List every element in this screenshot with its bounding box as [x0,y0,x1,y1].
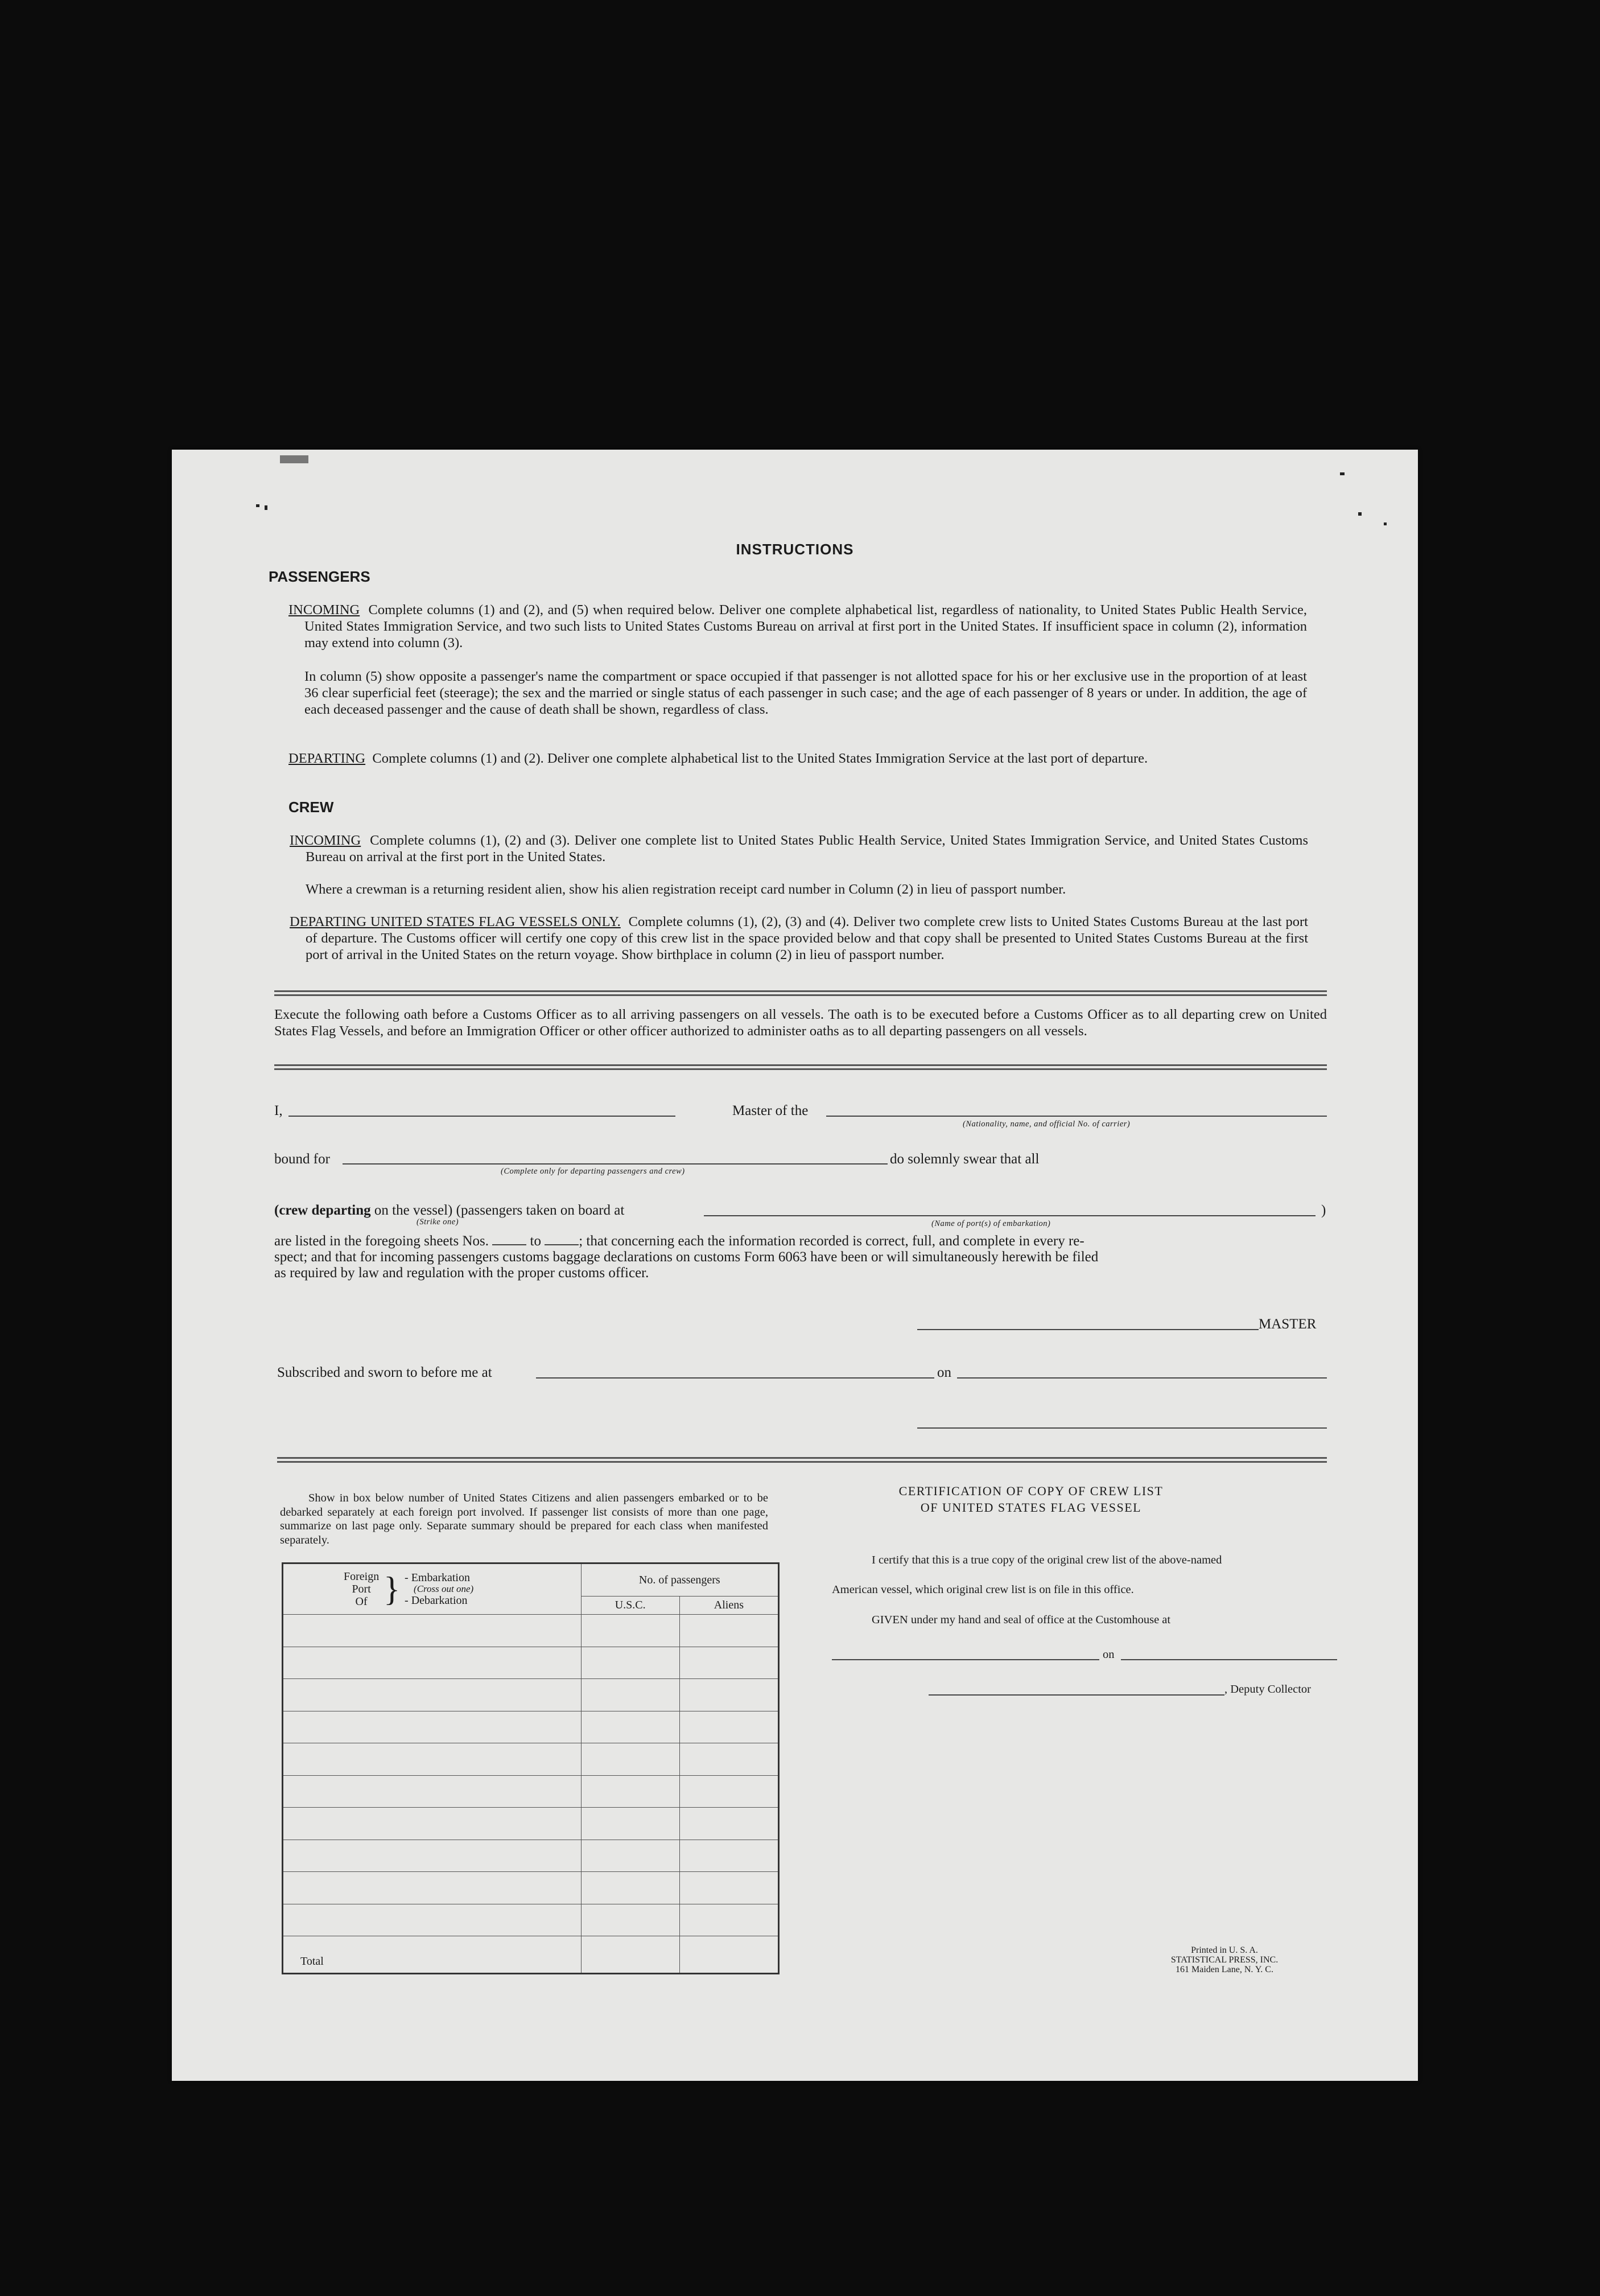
usc-cell[interactable] [581,1775,679,1808]
crew-departing-text: (crew departing [274,1203,371,1218]
sworn-on-label: on [937,1365,951,1380]
ports-field[interactable] [704,1215,1316,1216]
scan-speck [1340,472,1345,475]
passengers-heading: PASSENGERS [269,568,370,585]
crew-departing-label: DEPARTING UNITED STATES FLAG VESSELS ONLY. [290,914,621,929]
sworn-date-field[interactable] [957,1377,1327,1379]
do-solemnly-label: do solemnly swear that all [890,1151,1040,1167]
certify-line-2: American vessel, which original crew list is on file in this office. [832,1583,1134,1596]
cross-out-label: (Cross out one) [414,1583,474,1594]
summary-instructions: Show in box below number of United States Citizens and alien passengers embarked or to be debarked separately at each foreign port involved. If passenger list consists of more than one page, summarize on last page only. Separate summary should be prepared for each class when manifested separately. [280,1492,768,1546]
on-the-vessel-text: on the vessel) [374,1203,453,1218]
no-of-passengers-header: No. of passengers [581,1563,778,1596]
master-of-the-label: Master of the [732,1103,809,1118]
port-cell[interactable] [283,1904,582,1936]
scan-speck [1358,512,1362,516]
port-header-cell [283,1563,582,1615]
usc-cell[interactable] [581,1808,679,1840]
printer-imprint [1139,1945,1310,1974]
crew-incoming-label: INCOMING [290,833,361,848]
scan-speck [280,455,308,463]
certification-heading-line-2: OF UNITED STATES FLAG VESSEL [920,1500,1142,1515]
passengers-incoming-text: Complete columns (1) and (2), and (5) when required below. Deliver one complete alphabetical list, regardless of nationality, to United States Public Health Service, United States Immigration Service, and two such lists to United States Customs Bureau on arrival at first port in the United States. If insufficient space in column (2), information may extend into column (3). [304,602,1308,651]
section-divider [274,1064,1327,1070]
aliens-cell[interactable] [679,1679,778,1711]
passengers-taken-text: (passengers taken on board at [456,1203,625,1218]
sheet-from-field[interactable] [492,1244,526,1245]
usc-cell[interactable] [581,1840,679,1872]
crew-resident-text: Where a crewman is a returning resident alien, show his alien registration receipt card number in Column (2) in lieu of passport number. [306,882,1066,897]
scan-speck [1384,522,1387,525]
printer-line-1: Printed in U. S. A. [1191,1945,1258,1955]
total-label: Total [283,1936,582,1974]
listed-text-b: ; that concerning each the information recorded is correct, full, and complete in every re- [579,1233,1084,1249]
crew-heading: CREW [288,799,334,816]
passengers-column5-text: In column (5) show opposite a passenger's name the compartment or space occupied if that passenger is not allotted space for his or her exclusive use in the proportion of at least 36 clear superficial feet (steerage); the sex and the married or single status of each passenger in such case; and the age of each passenger of 8 years or under. In addition, the age of each deceased passenger and the cause of death shall be shown, regardless of class. [304,669,1307,717]
strike-one-caption: (Strike one) [417,1217,459,1227]
aliens-cell[interactable] [679,1840,778,1872]
carrier-field[interactable] [826,1116,1327,1117]
listed-to-text: to [530,1233,541,1249]
section-divider [277,1457,1327,1463]
master-label: MASTER [1259,1316,1317,1332]
crew-incoming-text: Complete columns (1), (2) and (3). Deliver one complete list to United States Public Health Service, United States Immigration Service, and United States Customs Bureau on arrival at the first port in the United States. [306,833,1308,865]
listed-line-c: spect; and that for incoming passengers customs baggage declarations on customs Form 6063 have been or will simultaneously herewith be filed [274,1249,1099,1265]
passengers-incoming-block [288,602,1307,651]
usc-cell[interactable] [581,1872,679,1904]
port-cell[interactable] [283,1840,582,1872]
master-name-field[interactable] [288,1116,675,1117]
aliens-total-cell[interactable] [679,1936,778,1974]
port-cell[interactable] [283,1679,582,1711]
aliens-header: Aliens [679,1596,778,1615]
listed-text-a: are listed in the foregoing sheets Nos. [274,1233,489,1249]
crew-departing-block [290,914,1308,963]
sworn-place-field[interactable] [536,1377,934,1379]
usc-total-cell[interactable] [581,1936,679,1974]
passengers-departing-label: DEPARTING [288,751,366,766]
usc-header: U.S.C. [581,1596,679,1615]
given-line: GIVEN under my hand and seal of office at the Customhouse at [872,1614,1171,1626]
passengers-incoming-label: INCOMING [288,602,360,618]
certification-heading [832,1483,1230,1516]
deputy-collector-signature-field[interactable] [929,1694,1224,1696]
oath-i-label: I, [274,1103,283,1118]
crew-departing-text: Complete columns (1), (2), (3) and (4). Deliver two complete crew lists to United States Customs Bureau at the last port of departure. The Customs officer will certify one copy of this crew list in the space provided below and that copy shall be presented to United States Customs Bureau at the first port of arrival in the United States on the return voyage. Show birthplace in column (2) in lieu of passport number. [306,914,1308,962]
brace-icon: } [383,1570,401,1608]
usc-cell[interactable] [581,1904,679,1936]
port-cell[interactable] [283,1872,582,1904]
scan-speck [265,505,267,510]
bound-for-caption: (Complete only for departing passengers and crew) [501,1167,685,1176]
crew-incoming-block [290,832,1308,865]
foreign-word: Foreign [344,1570,380,1583]
usc-cell[interactable] [581,1679,679,1711]
scan-speck [256,504,259,507]
master-signature-field[interactable] [917,1329,1259,1330]
aliens-cell[interactable] [679,1711,778,1743]
oath-intro [274,1006,1327,1039]
carrier-caption: (Nationality, name, and official No. of carrier) [963,1120,1131,1129]
aliens-cell[interactable] [679,1808,778,1840]
aliens-cell[interactable] [679,1904,778,1936]
embarkation-label[interactable]: - Embarkation [405,1571,470,1584]
listed-line-a [274,1233,1084,1249]
bound-for-label: bound for [274,1151,330,1167]
port-cell[interactable] [283,1743,582,1776]
crew-resident-block [306,881,1308,898]
port-word: Port [352,1583,371,1595]
printer-line-2: STATISTICAL PRESS, INC. [1170,1955,1279,1965]
passengers-departing-text: Complete columns (1) and (2). Deliver one complete alphabetical list to the United States Immigration Service at the last port of departure. [372,751,1148,766]
aliens-cell[interactable] [679,1615,778,1647]
passenger-summary-table [282,1562,780,1974]
cert-on-label: on [1103,1648,1115,1661]
port-cell[interactable] [283,1808,582,1840]
port-cell[interactable] [283,1775,582,1808]
port-cell[interactable] [283,1615,582,1647]
cert-date-field[interactable] [1121,1659,1337,1660]
port-cell[interactable] [283,1647,582,1679]
certify-line-1: I certify that this is a true copy of the original crew list of the above-named [872,1554,1222,1566]
deputy-collector-label: , Deputy Collector [1224,1683,1312,1696]
printer-line-3: 161 Maiden Lane, N. Y. C. [1176,1965,1273,1974]
close-paren: ) [1321,1203,1326,1218]
crew-or-passengers-choice [274,1203,624,1219]
document-page [172,450,1418,2081]
certification-heading-line-1: CERTIFICATION OF COPY OF CREW LIST [898,1484,1164,1498]
usc-cell[interactable] [581,1647,679,1679]
aliens-cell[interactable] [679,1872,778,1904]
bound-for-field[interactable] [343,1163,888,1165]
aliens-cell[interactable] [679,1775,778,1808]
debarkation-label[interactable]: - Debarkation [405,1594,468,1607]
page-title: INSTRUCTIONS [736,541,854,558]
passengers-departing-block [288,750,1307,767]
usc-cell[interactable] [581,1743,679,1776]
officer-signature-field[interactable] [917,1427,1327,1429]
sheet-to-field[interactable] [545,1244,579,1245]
foreign-port-of-label [344,1570,379,1608]
ports-caption: (Name of port(s) of embarkation) [931,1219,1051,1228]
customhouse-field[interactable] [832,1659,1099,1660]
passengers-column5-block [304,668,1307,718]
listed-line-d: as required by law and regulation with the proper customs officer. [274,1265,649,1281]
subscribed-label: Subscribed and sworn to before me at [277,1365,492,1380]
oath-intro-text: Execute the following oath before a Customs Officer as to all arriving passengers on all vessels. The oath is to be executed before a Customs Officer as to all departing crew on United States Flag Vessels, and before an Immigration Officer or other officer authorized to administer oaths as to all departing passengers on all vessels. [274,1007,1327,1039]
of-word: Of [355,1595,368,1608]
section-divider [274,990,1327,996]
aliens-cell[interactable] [679,1647,778,1679]
aliens-cell[interactable] [679,1743,778,1776]
port-cell[interactable] [283,1711,582,1743]
usc-cell[interactable] [581,1615,679,1647]
usc-cell[interactable] [581,1711,679,1743]
